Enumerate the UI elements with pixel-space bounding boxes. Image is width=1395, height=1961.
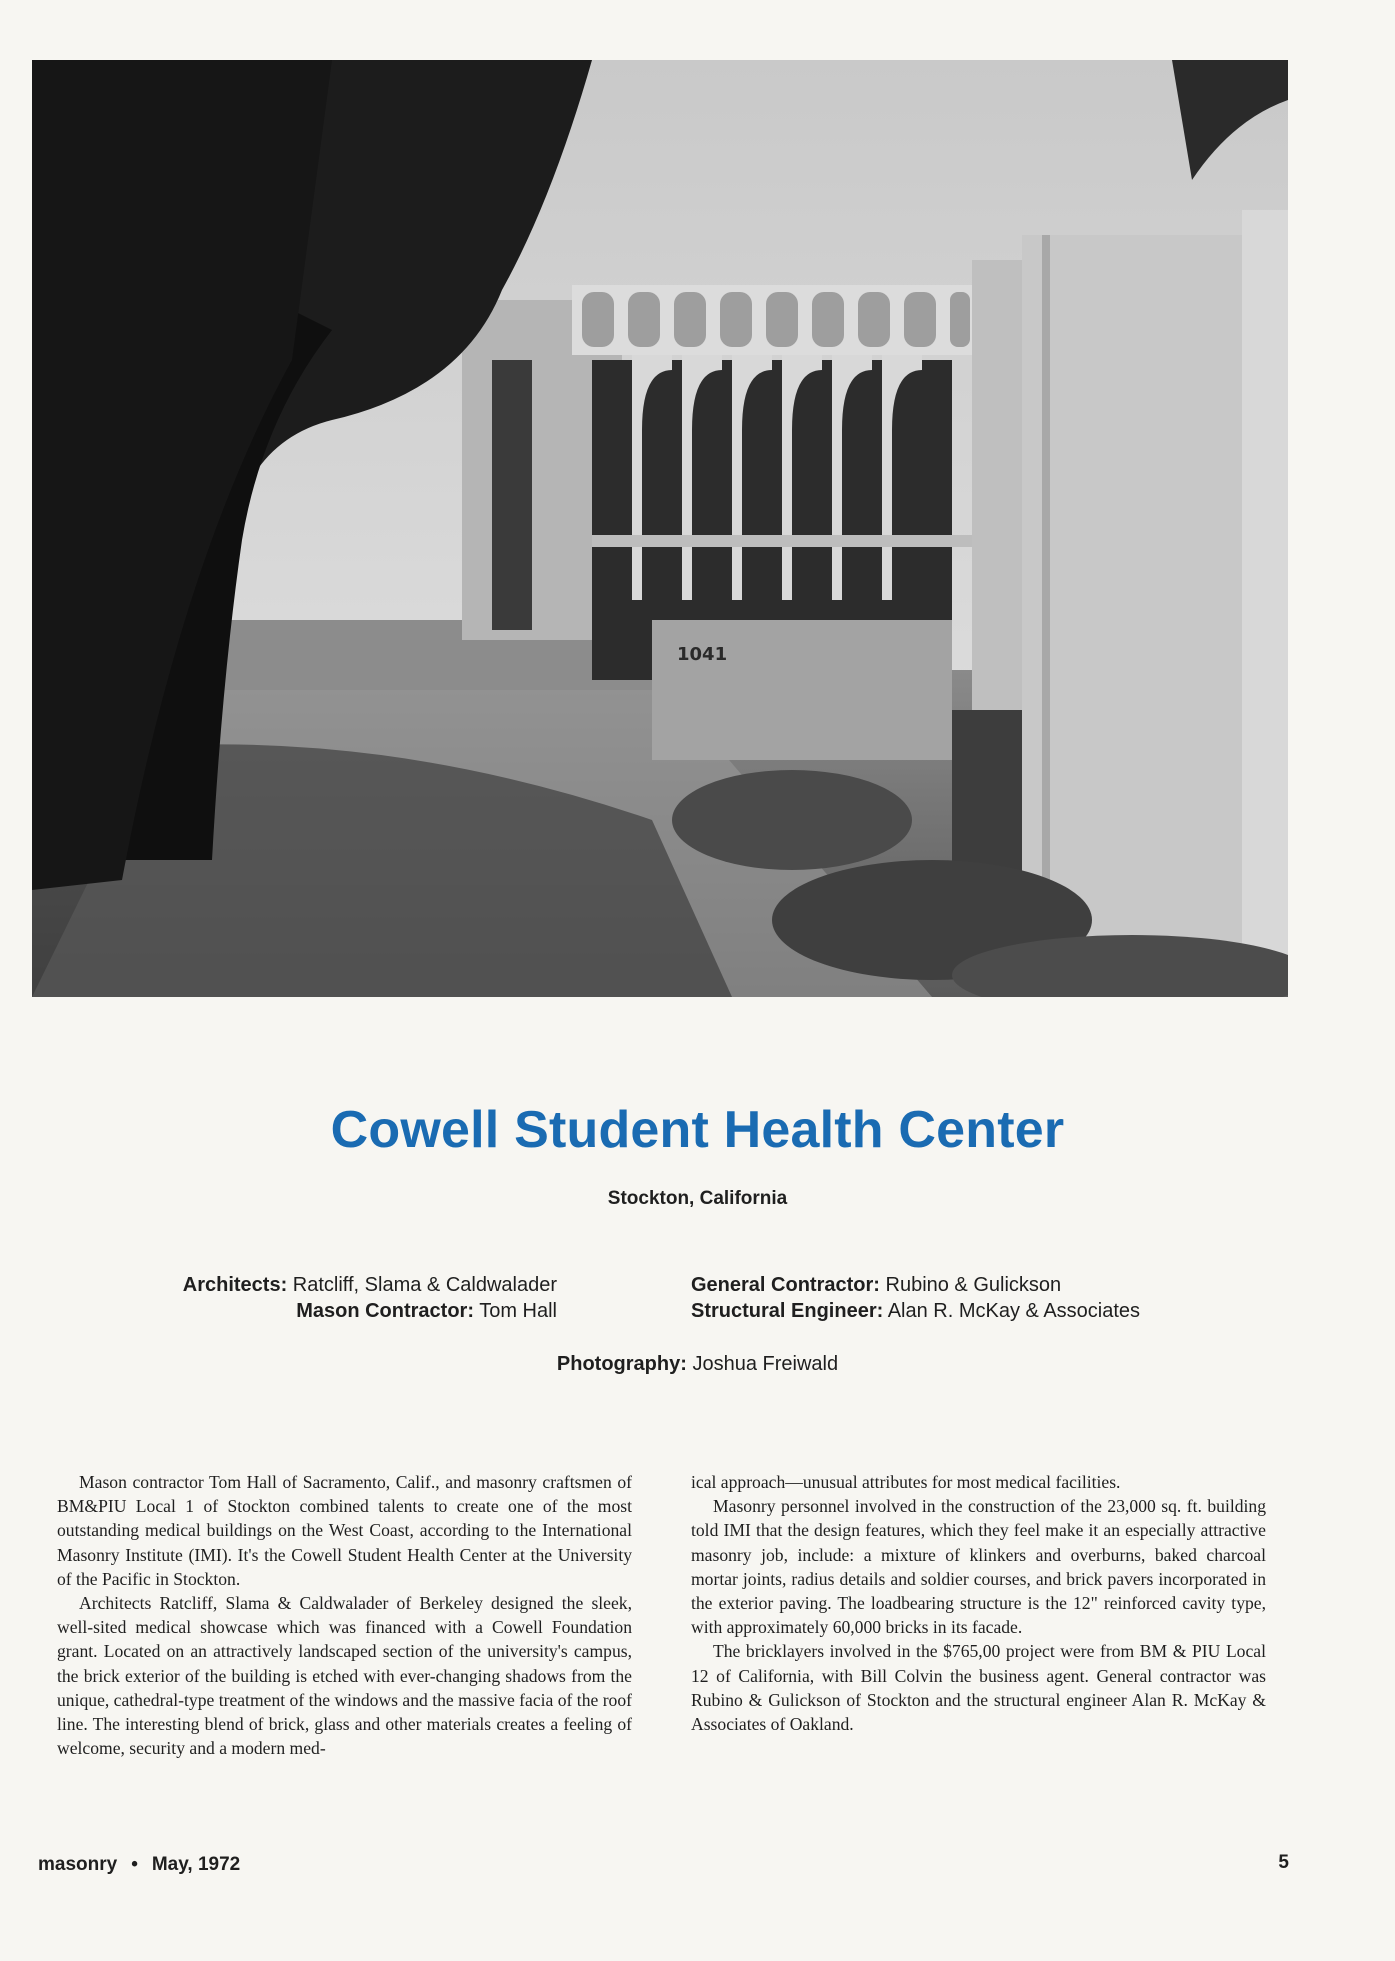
body-column-right <box>691 1470 1266 1736</box>
footer-separator: • <box>131 1854 138 1875</box>
credit-se-value: Alan R. McKay & Associates <box>887 1300 1141 1322</box>
credit-structural-engineer <box>691 1298 1140 1324</box>
body-paragraph-3: Masonry personnel involved in the construction of the 23,000 sq. ft. building told IMI that the design features, which they feel make it an especially attractive masonry job, include: a mixture of klinkers and overburns, baked charcoal mortar joints, radius details and soldier courses, and brick pavers incorporated in the exterior paving. The loadbearing structure is the 12" reinforced cavity type, with approximately 60,000 bricks in its facade. <box>691 1496 1266 1638</box>
body-paragraph-2: Architects Ratcliff, Slama & Caldwalader of Berkeley designed the sleek, well-sited medical showcase which was financed with a Cowell Foundation grant. Located on an attractively landscaped section of the university's campus, the brick exterior of the building is etched with ever-changing shadows from the unique, cathedral-type treatment of the windows and the massive facia of the roof line. The interesting blend of brick, glass and other materials creates a feeling of welcome, security and a modern med- <box>57 1593 633 1759</box>
building-photo-illustration <box>32 60 1288 997</box>
credit-gc-value: Rubino & Gulickson <box>885 1274 1062 1296</box>
article-location: Stockton, California <box>607 1188 788 1209</box>
credit-architects <box>183 1272 557 1298</box>
footer-magazine: masonry <box>38 1854 118 1875</box>
credit-architects-label: Architects: <box>182 1274 288 1296</box>
body-column-left <box>57 1470 632 1760</box>
body-paragraph-2-continued: ical approach—unusual attributes for most medical facilities. <box>691 1472 1121 1492</box>
credit-gc-label: General Contractor: <box>691 1274 880 1296</box>
article-title: Cowell Student Health Center <box>330 1101 1065 1159</box>
credit-mason <box>183 1298 557 1324</box>
credit-mason-label: Mason Contractor: <box>296 1300 474 1322</box>
credits-right-block <box>691 1272 1140 1324</box>
credit-photo-label: Photography: <box>556 1353 687 1375</box>
credit-mason-value: Tom Hall <box>479 1300 557 1322</box>
credit-photo-value: Joshua Freiwald <box>692 1353 839 1375</box>
credit-photography <box>0 1353 1395 1376</box>
page-number: 5 <box>1278 1852 1289 1873</box>
address-number: 1041 <box>677 644 728 665</box>
body-paragraph-1: Mason contractor Tom Hall of Sacramento, Calif., and masonry craftsmen of BM&PIU Local 1 of Stockton combined talents to create one of the most outstanding medical buildings on the West Coast, according to the International Masonry Institute (IMI). It's the Cowell Student Health Center at the University of the Pacific in Stockton. <box>57 1472 632 1589</box>
credit-general-contractor <box>691 1272 1140 1298</box>
body-paragraph-4: The bricklayers involved in the $765,00 project were from BM & PIU Local 12 of California, with Bill Colvin the business agent. General contractor was Rubino & Gulickson of Stockton and the structural engineer Alan R. McKay & Associates of Oakland. <box>691 1641 1266 1735</box>
footer-running-head <box>38 1854 240 1876</box>
credits-left-block <box>183 1272 557 1324</box>
credit-architects-value: Ratcliff, Slama & Caldwalader <box>292 1274 557 1296</box>
footer-date: May, 1972 <box>151 1854 241 1875</box>
credit-se-label: Structural Engineer: <box>691 1300 884 1322</box>
building-photo <box>32 60 1288 997</box>
